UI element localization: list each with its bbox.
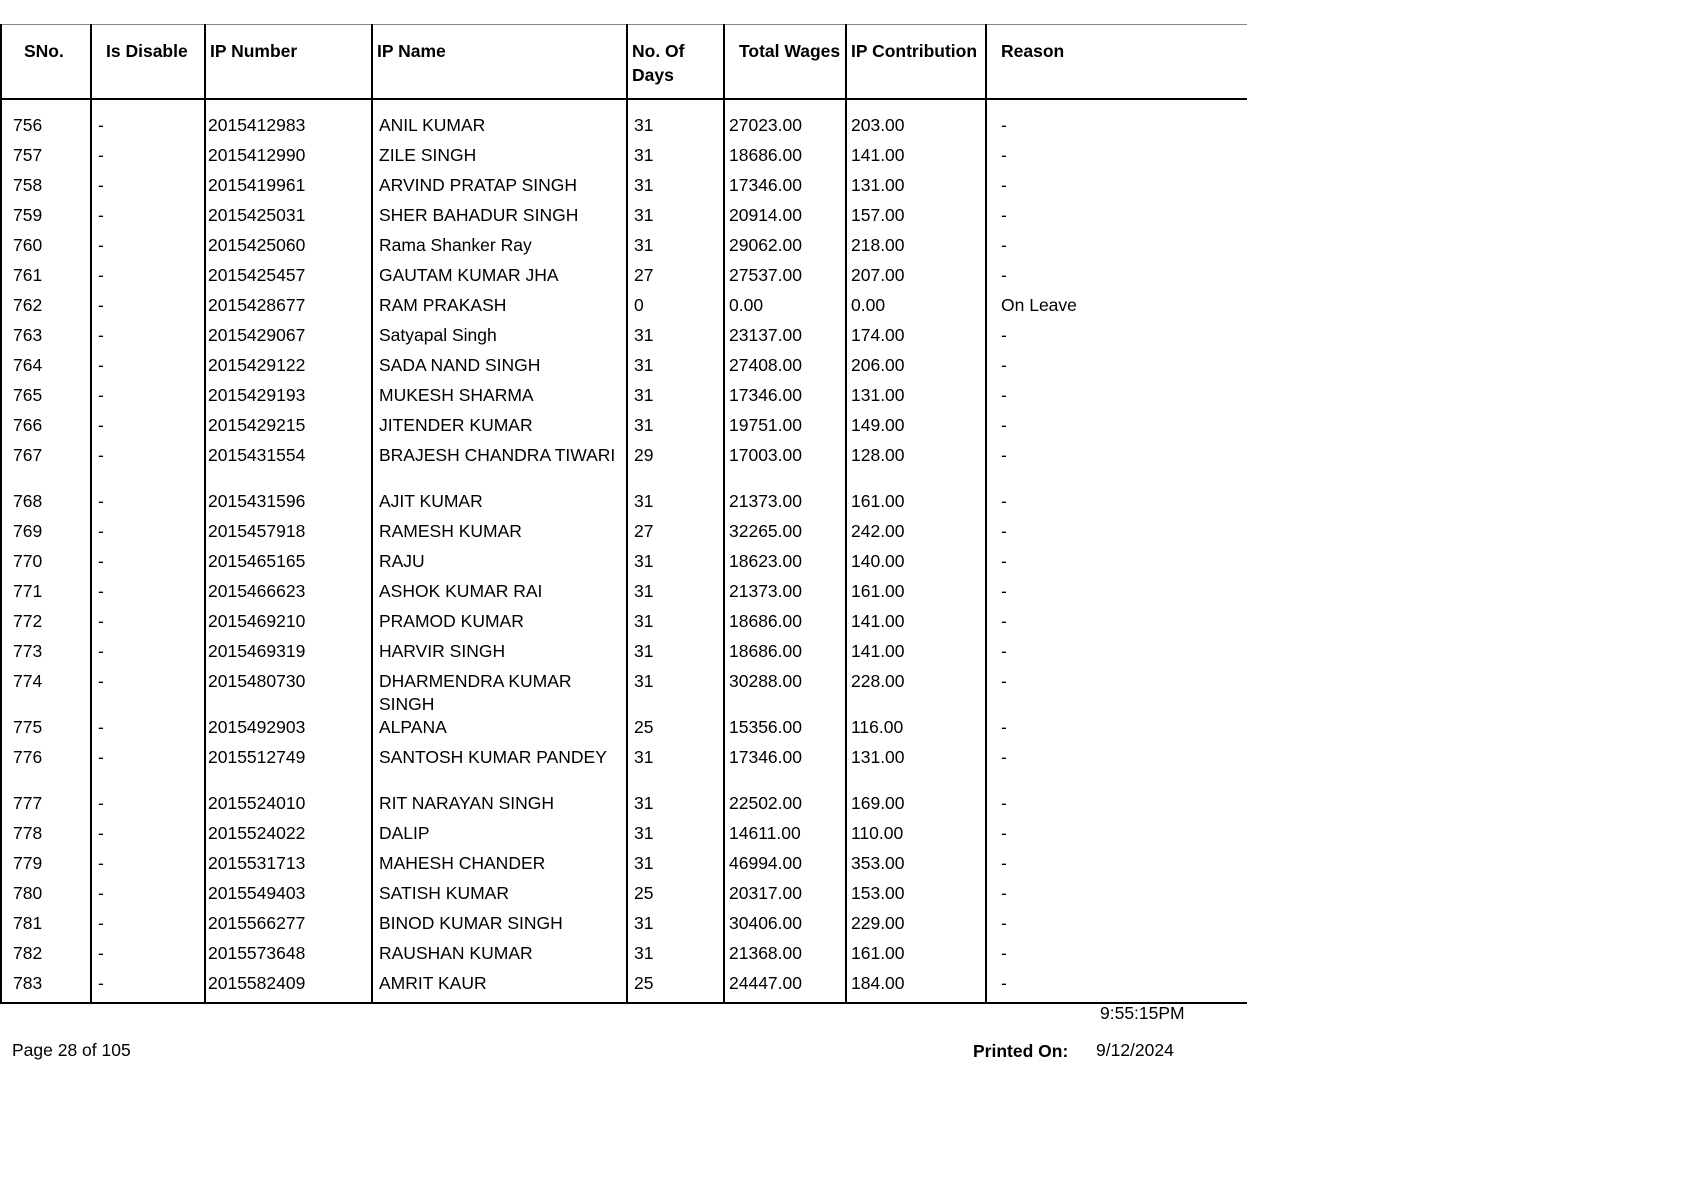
ip-number-cell: 2015531713	[205, 852, 372, 882]
is-disable-cell: -	[91, 354, 205, 384]
ip-number-cell: 2015573648	[205, 942, 372, 972]
total-wages-cell: 46994.00	[724, 852, 846, 882]
total-wages-cell: 14611.00	[724, 822, 846, 852]
ip-contribution-cell: 207.00	[846, 264, 986, 294]
ip-contribution-cell: 353.00	[846, 852, 986, 882]
table-row	[1, 822, 1247, 852]
reason-cell: -	[1001, 823, 1007, 843]
is-disable-cell: -	[91, 490, 205, 520]
reason-cell: -	[1001, 145, 1007, 165]
days-cell: 31	[627, 550, 724, 580]
printed-on-date: 9/12/2024	[1096, 1040, 1174, 1060]
ip-name-cell: ASHOK KUMAR RAI	[372, 580, 627, 610]
ip-number-cell: 2015492903	[205, 716, 372, 746]
total-wages-cell: 32265.00	[724, 520, 846, 550]
ip-contribution-cell: 218.00	[846, 234, 986, 264]
ip-number-cell: 2015457918	[205, 520, 372, 550]
days-cell: 31	[627, 490, 724, 520]
reason-cell: -	[1001, 793, 1007, 813]
ip-number-cell: 2015412990	[205, 144, 372, 174]
is-disable-cell: -	[91, 520, 205, 550]
is-disable-cell: -	[91, 144, 205, 174]
is-disable-cell: -	[91, 852, 205, 882]
reason-cell: -	[1001, 581, 1007, 601]
sno-cell: 765	[1, 384, 91, 414]
page-number: Page 28 of 105	[12, 1040, 131, 1060]
ip-contribution-cell: 131.00	[846, 174, 986, 204]
is-disable-cell: -	[91, 114, 205, 144]
sno-cell: 758	[1, 174, 91, 204]
ip-number-cell: 2015425457	[205, 264, 372, 294]
is-disable-cell: -	[91, 610, 205, 640]
ip-name-cell: SHER BAHADUR SINGH	[372, 204, 627, 234]
table-header-row	[1, 25, 1247, 100]
table-row	[1, 234, 1247, 264]
total-wages-cell: 18686.00	[724, 144, 846, 174]
total-wages-cell: 18686.00	[724, 640, 846, 670]
is-disable-cell: -	[91, 792, 205, 822]
days-cell: 31	[627, 610, 724, 640]
sno-cell: 763	[1, 324, 91, 354]
days-cell: 31	[627, 114, 724, 144]
ip-contribution-cell: 161.00	[846, 580, 986, 610]
ip-name-cell: AJIT KUMAR	[372, 490, 627, 520]
total-wages-cell: 17346.00	[724, 384, 846, 414]
days-cell: 31	[627, 324, 724, 354]
is-disable-cell: -	[91, 580, 205, 610]
is-disable-cell: -	[91, 746, 205, 792]
ip-contribution-cell: 229.00	[846, 912, 986, 942]
table-row	[1, 550, 1247, 580]
is-disable-cell: -	[91, 384, 205, 414]
ip-contribution-cell: 131.00	[846, 746, 986, 792]
table-row	[1, 716, 1247, 746]
sno-cell: 759	[1, 204, 91, 234]
reason-cell: -	[1001, 611, 1007, 631]
is-disable-cell: -	[91, 670, 205, 716]
sno-cell: 773	[1, 640, 91, 670]
total-wages-cell: 17346.00	[724, 174, 846, 204]
total-wages-cell: 29062.00	[724, 234, 846, 264]
sno-cell: 776	[1, 746, 91, 792]
ip-number-cell: 2015469210	[205, 610, 372, 640]
table-row	[1, 414, 1247, 444]
header-sno: SNo.	[1, 25, 91, 100]
sno-cell: 775	[1, 716, 91, 746]
days-cell: 31	[627, 942, 724, 972]
is-disable-cell: -	[91, 942, 205, 972]
is-disable-cell: -	[91, 640, 205, 670]
days-cell: 31	[627, 354, 724, 384]
ip-name-cell: JITENDER KUMAR	[372, 414, 627, 444]
days-cell: 27	[627, 520, 724, 550]
is-disable-cell: -	[91, 822, 205, 852]
days-cell: 31	[627, 822, 724, 852]
sno-cell: 756	[1, 114, 91, 144]
ip-number-cell: 2015428677	[205, 294, 372, 324]
ip-contribution-cell: 116.00	[846, 716, 986, 746]
sno-cell: 761	[1, 264, 91, 294]
is-disable-cell: -	[91, 324, 205, 354]
table-row	[1, 670, 1247, 716]
reason-cell: -	[1001, 717, 1007, 737]
reason-cell: -	[1001, 943, 1007, 963]
reason-cell: -	[1001, 265, 1007, 285]
ip-number-cell: 2015524010	[205, 792, 372, 822]
ip-name-cell: BINOD KUMAR SINGH	[372, 912, 627, 942]
ip-name-cell: Rama Shanker Ray	[372, 234, 627, 264]
ip-number-cell: 2015465165	[205, 550, 372, 580]
total-wages-cell: 22502.00	[724, 792, 846, 822]
table-row	[1, 174, 1247, 204]
ip-name-cell: GAUTAM KUMAR JHA	[372, 264, 627, 294]
ip-name-cell: MAHESH CHANDER	[372, 852, 627, 882]
ip-contribution-cell: 206.00	[846, 354, 986, 384]
total-wages-cell: 21368.00	[724, 942, 846, 972]
ip-name-cell: SANTOSH KUMAR PANDEY	[372, 746, 627, 792]
sno-cell: 764	[1, 354, 91, 384]
days-cell: 31	[627, 144, 724, 174]
is-disable-cell: -	[91, 444, 205, 490]
table-row	[1, 580, 1247, 610]
table-row	[1, 264, 1247, 294]
ip-name-cell: DALIP	[372, 822, 627, 852]
ip-name-cell: RAM PRAKASH	[372, 294, 627, 324]
ip-number-cell: 2015431554	[205, 444, 372, 490]
table-row	[1, 746, 1247, 792]
printed-on-label: Printed On:	[973, 1041, 1069, 1061]
table-row	[1, 882, 1247, 912]
header-no-of-days: No. Of Days	[627, 25, 724, 100]
reason-cell: -	[1001, 445, 1007, 465]
total-wages-cell: 19751.00	[724, 414, 846, 444]
days-cell: 0	[627, 294, 724, 324]
is-disable-cell: -	[91, 204, 205, 234]
sno-cell: 778	[1, 822, 91, 852]
ip-number-cell: 2015429215	[205, 414, 372, 444]
ip-contribution-cell: 140.00	[846, 550, 986, 580]
ip-contribution-cell: 184.00	[846, 972, 986, 1003]
reason-cell: -	[1001, 671, 1007, 691]
ip-name-cell: ZILE SINGH	[372, 144, 627, 174]
is-disable-cell: -	[91, 912, 205, 942]
ip-contribution-cell: 161.00	[846, 490, 986, 520]
table-row	[1, 912, 1247, 942]
reason-cell: -	[1001, 853, 1007, 873]
is-disable-cell: -	[91, 972, 205, 1003]
days-cell: 31	[627, 384, 724, 414]
ip-name-cell: AMRIT KAUR	[372, 972, 627, 1003]
contribution-sheet	[0, 24, 1246, 1004]
days-cell: 25	[627, 972, 724, 1003]
is-disable-cell: -	[91, 234, 205, 264]
ip-name-cell: BRAJESH CHANDRA TIWARI	[372, 444, 627, 490]
ip-name-cell: PRAMOD KUMAR	[372, 610, 627, 640]
ip-number-cell: 2015566277	[205, 912, 372, 942]
ip-number-cell: 2015549403	[205, 882, 372, 912]
table-row	[1, 444, 1247, 490]
is-disable-cell: -	[91, 550, 205, 580]
ip-number-cell: 2015429067	[205, 324, 372, 354]
sno-cell: 782	[1, 942, 91, 972]
reason-cell: -	[1001, 641, 1007, 661]
days-cell: 31	[627, 640, 724, 670]
ip-contribution-cell: 149.00	[846, 414, 986, 444]
ip-contribution-cell: 131.00	[846, 384, 986, 414]
ip-contribution-cell: 174.00	[846, 324, 986, 354]
ip-contribution-cell: 157.00	[846, 204, 986, 234]
table-row	[1, 384, 1247, 414]
reason-cell: -	[1001, 551, 1007, 571]
sno-cell: 767	[1, 444, 91, 490]
sno-cell: 768	[1, 490, 91, 520]
is-disable-cell: -	[91, 882, 205, 912]
reason-cell: -	[1001, 235, 1007, 255]
total-wages-cell: 0.00	[724, 294, 846, 324]
sno-cell: 779	[1, 852, 91, 882]
print-time: 9:55:15PM	[1100, 1003, 1185, 1023]
total-wages-cell: 21373.00	[724, 580, 846, 610]
days-cell: 31	[627, 792, 724, 822]
sno-cell: 772	[1, 610, 91, 640]
days-cell: 31	[627, 912, 724, 942]
ip-number-cell: 2015419961	[205, 174, 372, 204]
sno-cell: 760	[1, 234, 91, 264]
ip-number-cell: 2015469319	[205, 640, 372, 670]
reason-cell: -	[1001, 913, 1007, 933]
days-cell: 25	[627, 716, 724, 746]
ip-number-cell: 2015512749	[205, 746, 372, 792]
ip-contribution-cell: 141.00	[846, 144, 986, 174]
is-disable-cell: -	[91, 174, 205, 204]
reason-cell: -	[1001, 415, 1007, 435]
ip-number-cell: 2015466623	[205, 580, 372, 610]
header-ip-contribution: IP Contribution	[846, 25, 986, 100]
contribution-table	[0, 24, 1247, 1004]
table-row	[1, 792, 1247, 822]
total-wages-cell: 17003.00	[724, 444, 846, 490]
ip-name-cell: HARVIR SINGH	[372, 640, 627, 670]
sno-cell: 770	[1, 550, 91, 580]
days-cell: 31	[627, 204, 724, 234]
ip-name-cell: SADA NAND SINGH	[372, 354, 627, 384]
ip-name-cell: SATISH KUMAR	[372, 882, 627, 912]
sno-cell: 769	[1, 520, 91, 550]
header-ip-number: IP Number	[205, 25, 372, 100]
ip-contribution-cell: 128.00	[846, 444, 986, 490]
days-cell: 31	[627, 414, 724, 444]
total-wages-cell: 24447.00	[724, 972, 846, 1003]
ip-number-cell: 2015429193	[205, 384, 372, 414]
ip-number-cell: 2015480730	[205, 670, 372, 716]
ip-name-cell: RAUSHAN KUMAR	[372, 942, 627, 972]
table-row	[1, 294, 1247, 324]
reason-cell: -	[1001, 973, 1007, 993]
reason-cell: -	[1001, 355, 1007, 375]
total-wages-cell: 17346.00	[724, 746, 846, 792]
total-wages-cell: 27537.00	[724, 264, 846, 294]
reason-cell: -	[1001, 205, 1007, 225]
table-body	[1, 99, 1247, 1003]
table-row	[1, 204, 1247, 234]
table-row	[1, 324, 1247, 354]
total-wages-cell: 18686.00	[724, 610, 846, 640]
ip-number-cell: 2015429122	[205, 354, 372, 384]
reason-cell: -	[1001, 883, 1007, 903]
ip-name-cell: RAMESH KUMAR	[372, 520, 627, 550]
sno-cell: 757	[1, 144, 91, 174]
sno-cell: 774	[1, 670, 91, 716]
ip-contribution-cell: 110.00	[846, 822, 986, 852]
sno-cell: 783	[1, 972, 91, 1003]
total-wages-cell: 30406.00	[724, 912, 846, 942]
total-wages-cell: 23137.00	[724, 324, 846, 354]
reason-cell: -	[1001, 385, 1007, 405]
ip-name-cell: RIT NARAYAN SINGH	[372, 792, 627, 822]
sno-cell: 781	[1, 912, 91, 942]
ip-number-cell: 2015412983	[205, 114, 372, 144]
ip-name-cell: Satyapal Singh	[372, 324, 627, 354]
table-row	[1, 610, 1247, 640]
table-row	[1, 114, 1247, 144]
ip-contribution-cell: 242.00	[846, 520, 986, 550]
ip-number-cell: 2015425060	[205, 234, 372, 264]
days-cell: 31	[627, 174, 724, 204]
total-wages-cell: 20317.00	[724, 882, 846, 912]
reason-cell: -	[1001, 325, 1007, 345]
sno-cell: 777	[1, 792, 91, 822]
total-wages-cell: 15356.00	[724, 716, 846, 746]
days-cell: 27	[627, 264, 724, 294]
sno-cell: 771	[1, 580, 91, 610]
ip-contribution-cell: 203.00	[846, 114, 986, 144]
ip-name-cell: ARVIND PRATAP SINGH	[372, 174, 627, 204]
days-cell: 25	[627, 882, 724, 912]
days-cell: 31	[627, 852, 724, 882]
ip-name-cell: ALPANA	[372, 716, 627, 746]
table-row	[1, 852, 1247, 882]
is-disable-cell: -	[91, 414, 205, 444]
ip-number-cell: 2015524022	[205, 822, 372, 852]
is-disable-cell: -	[91, 716, 205, 746]
is-disable-cell: -	[91, 294, 205, 324]
sno-cell: 766	[1, 414, 91, 444]
total-wages-cell: 30288.00	[724, 670, 846, 716]
reason-cell: -	[1001, 747, 1007, 767]
days-cell: 29	[627, 444, 724, 490]
total-wages-cell: 20914.00	[724, 204, 846, 234]
reason-cell: -	[1001, 491, 1007, 511]
total-wages-cell: 18623.00	[724, 550, 846, 580]
reason-cell: On Leave	[1001, 295, 1077, 315]
reason-cell: -	[1001, 115, 1007, 135]
reason-cell: -	[1001, 521, 1007, 541]
sno-cell: 762	[1, 294, 91, 324]
table-row	[1, 354, 1247, 384]
header-total-wages: Total Wages	[724, 25, 846, 100]
header-is-disable: Is Disable	[91, 25, 205, 100]
table-row	[1, 640, 1247, 670]
is-disable-cell: -	[91, 264, 205, 294]
reason-cell: -	[1001, 175, 1007, 195]
days-cell: 31	[627, 746, 724, 792]
ip-number-cell: 2015431596	[205, 490, 372, 520]
ip-name-cell: MUKESH SHARMA	[372, 384, 627, 414]
ip-name-cell: ANIL KUMAR	[372, 114, 627, 144]
total-wages-cell: 27408.00	[724, 354, 846, 384]
table-row	[1, 942, 1247, 972]
ip-contribution-cell: 153.00	[846, 882, 986, 912]
total-wages-cell: 21373.00	[724, 490, 846, 520]
ip-contribution-cell: 141.00	[846, 610, 986, 640]
days-cell: 31	[627, 234, 724, 264]
table-row	[1, 144, 1247, 174]
ip-contribution-cell: 169.00	[846, 792, 986, 822]
days-cell: 31	[627, 580, 724, 610]
ip-contribution-cell: 228.00	[846, 670, 986, 716]
ip-number-cell: 2015425031	[205, 204, 372, 234]
table-row	[1, 520, 1247, 550]
ip-contribution-cell: 141.00	[846, 640, 986, 670]
spacer-row	[1, 99, 1247, 114]
days-cell: 31	[627, 670, 724, 716]
header-ip-name: IP Name	[372, 25, 627, 100]
table-row	[1, 490, 1247, 520]
total-wages-cell: 27023.00	[724, 114, 846, 144]
ip-name-cell: DHARMENDRA KUMAR SINGH	[372, 670, 627, 716]
ip-name-cell: RAJU	[372, 550, 627, 580]
header-reason: Reason	[1001, 41, 1065, 61]
ip-contribution-cell: 0.00	[846, 294, 986, 324]
table-row	[1, 972, 1247, 1003]
ip-number-cell: 2015582409	[205, 972, 372, 1003]
sno-cell: 780	[1, 882, 91, 912]
ip-contribution-cell: 161.00	[846, 942, 986, 972]
